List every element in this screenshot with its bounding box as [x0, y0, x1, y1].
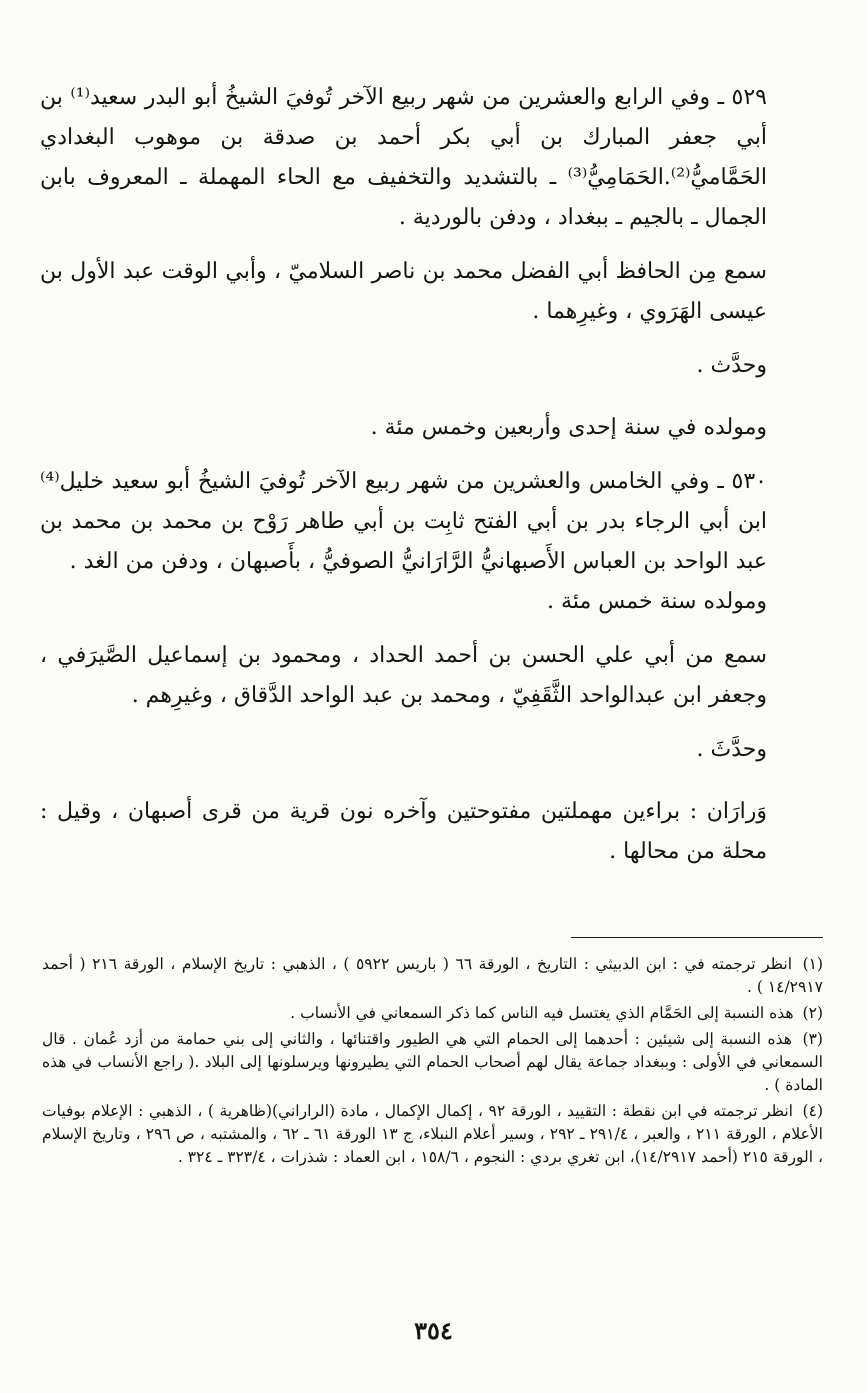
footnote-number: (٢) [802, 1004, 823, 1022]
footnote-number: (٤) [802, 1102, 823, 1120]
page-number: ٣٥٤ [414, 1316, 453, 1345]
entry-529-narrated: وحدَّث . [696, 353, 767, 378]
footnote-divider [571, 937, 823, 938]
entry-529-teachers: سمع مِن الحافظ أبي الفضل محمد بن ناصر السلاميّ ، وأبي الوقت عبد الأول بن عيسى الهَرَوي ، وغيرِهما . [40, 259, 767, 324]
raran-definition: وَرارَان : براءين مهملتين مفتوحتين وآخره نون قرية من قرى أصبهان ، وقيل : محلة من محالها . [40, 799, 767, 864]
entry-529: ٥٢٩ ـ وفي الرابع والعشرين من شهر ربيع الآخر تُوفيَ الشيخُ أبو البدر سعيد⁽¹⁾ بن أبي جعفر المبارك بن أبي بكر أحمد بن صدقة بن موهوب البغدادي الحَمَّاميُّ⁽²⁾.الحَمَامِيُّ⁽³⁾ ـ بالتشديد والتخفيف مع الحاء المهملة ـ المعروف بابن الجمال ـ بالجيم ـ ببغداد ، ودفن بالوردية . [40, 85, 767, 230]
footnote-text: هذه النسبة إلى شيئين : أحدهما إلى الحمام التي هي الطيور واقتنائها ، والثاني إلى بني حمامة من أزد عُمان . قال السمعاني في الأولى : وببغداد جماعة يقال لهم أصحاب الحمام التي يطيرونها ويرسلونها إلى البلاد .( راجع الأنساب في هذه المادة ) . [42, 1030, 823, 1094]
entry-530: ٥٣٠ ـ وفي الخامس والعشرين من شهر ربيع الآخر تُوفيَ الشيخُ أبو سعيد خليل⁽⁴⁾ ابن أبي الرجاء بدر بن أبي الفتح ثابِت بن أبي طاهر رَوْح بن محمد بن محمد بن عبد الواحد بن العباس الأَصبهانيُّ الرَّارَانيُّ الصوفيُّ ، بأَصبهان ، ودفن من الغد . [40, 469, 767, 574]
footnote-4 [42, 1100, 823, 1169]
footnote-number: (٣) [802, 1030, 823, 1048]
footnote-3 [42, 1028, 823, 1097]
footnote-text: انظر ترجمته في : ابن الدبيثي : التاريخ ، الورقة ٦٦ ( باريس ٥٩٢٢ ) ، الذهبي : تاريخ الإسلام ، الورقة ٢١٦ ( أحمد ١٤/٢٩١٧ ) . [42, 955, 823, 996]
entry-530-teachers: سمع من أبي علي الحسن بن أحمد الحداد ، ومحمود بن إسماعيل الصَّيرَفي ، وجعفر ابن عبدالواحد الثَّقَفِيّ ، ومحمد بن عبد الواحد الدَّقاق ، وغيرِهم . [40, 643, 767, 708]
footnote-text: هذه النسبة إلى الحَمَّام الذي يغتسل فيه الناس كما ذكر السمعاني في الأنساب . [290, 1004, 794, 1022]
main-text [40, 78, 823, 872]
footnote-text: انظر ترجمته في ابن نقطة : التقييد ، الورقة ٩٢ ، إكمال الإكمال ، مادة (الراراني)(ظاهرية ) ، الذهبي : الإعلام بوفيات الأعلام ، الورقة ٢١١ ، والعبر ، ٢٩١/٤ ـ ٢٩٢ ، وسير أعلام النبلاء، ج ١٣ الورقة ٦١ ـ ٦٢ ، والمشتبه ، ص ٢٩٦ ، وتاريخ الإسلام ، الورقة ٢١٥ (أحمد ١٤/٢٩١٧)، ابن تغري بردي : النجوم ، ١٥٨/٦ ، ابن العماد : شذرات ، ٣٢٣/٤ ـ ٣٢٤ . [42, 1102, 823, 1166]
footnote-1 [42, 953, 823, 999]
footnotes [42, 953, 823, 1172]
entry-530-birth: ومولده سنة خمس مئة . [547, 589, 767, 614]
footnote-number: (١) [802, 955, 824, 973]
entry-530-narrated: وحدَّثَ . [696, 737, 767, 762]
entry-529-birth: ومولده في سنة إحدى وأربعين وخمس مئة . [370, 415, 767, 440]
footnote-2 [42, 1002, 823, 1025]
